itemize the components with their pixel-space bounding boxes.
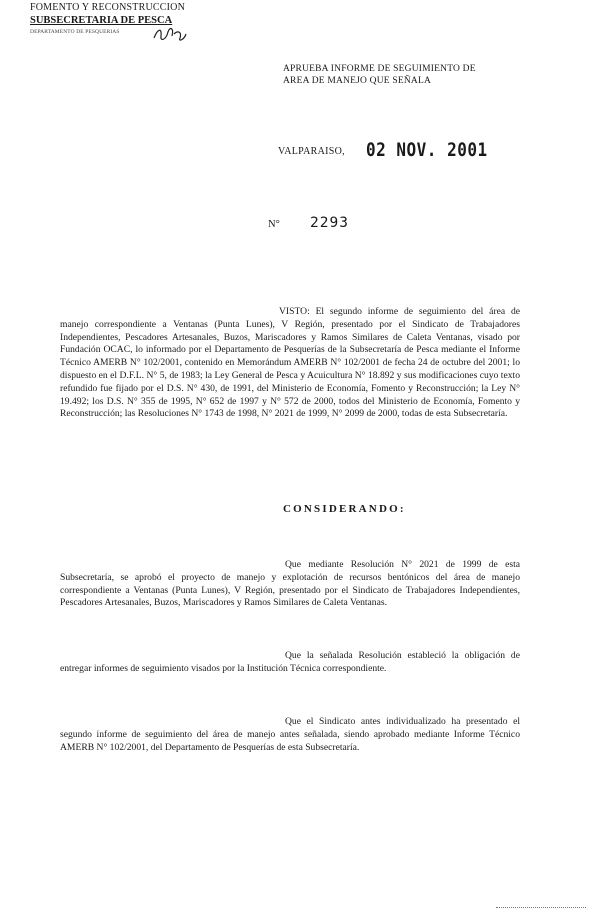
resolution-number [268,215,388,237]
page-footer-mark [496,907,586,914]
visto-paragraph: VISTO: El segundo informe de seguimiento del área de manejo correspondiente a Ventanas (Punta Lunes), V Región, presentado por el Sindicato de Trabajadores Independientes, Pescadores Artesanales, Buzos, Mariscadores y Ramos Similares de Caleta Ventanas, visado por Fundación OCAC, lo informado por el Departamento de Pesquerías de la Subsecretaría de Pesca mediante el Informe Técnico AMERB N° 102/2001, contenido en Memorándum AMERB N° 102/2001 de fecha 24 de octubre del 2001; lo dispuesto en el D.F.L. N° 5, de 1983; la Ley General de Pesca y Acuicultura N° 18.892 y sus modificaciones cuyo texto refundido fue fijado por el D.S. N° 430, de 1991, del Ministerio de Economía, Fomento y Reconstrucción; la Ley N° 19.492; los D.S. N° 355 de 1995, N° 652 de 1997 y N° 572 de 2000, todos del Ministerio de Economía, Fomento y Reconstrucción; las Resoluciones N° 1743 de 1998, N° 2021 de 1999, N° 2099 de 2000, todas de esta Subsecretaría. [60,306,520,420]
subject-block [283,63,503,87]
considerando-paragraph-3: Que el Sindicato antes individualizado ha presentado el segundo informe de seguimiento del área de manejo antes señalada, siendo aprobado mediante Informe Técnico AMERB N° 102/2001, del Departamento de Pesquerías de esta Subsecretaría. [60,716,520,753]
handwritten-initials [152,24,188,44]
letterhead-department: DEPARTAMENTO DE PESQUERIAS [30,29,120,35]
date-row [278,140,518,162]
considerando-heading: CONSIDERANDO: [283,503,406,515]
subject-line-2: AREA DE MANEJO QUE SEÑALA [283,76,432,86]
subject-line-1: APRUEBA INFORME DE SEGUIMIENTO DE [283,64,476,74]
date-stamp: 02 NOV. 2001 [366,138,488,161]
date-city: VALPARAISO, [278,146,345,157]
resolution-number-label: N° [268,219,280,230]
letterhead-agency: SUBSECRETARIA DE PESCA [30,15,173,26]
letterhead-ministry: FOMENTO Y RECONSTRUCCION [30,2,186,13]
letterhead [30,2,200,37]
considerando-paragraph-1: Que mediante Resolución N° 2021 de 1999 de esta Subsecretaría, se aprobó el proyecto de manejo y explotación de recursos bentónicos del área de manejo correspondiente a Ventanas (Punta Lunes), V Región, presentado por el Sindicato de Trabajadores Independientes, Pescadores Artesanales, Buzos, Mariscadores y Ramos Similares de Caleta Ventanas. [60,559,520,609]
resolution-number-value: 2293 [310,215,349,231]
considerando-paragraph-2: Que la señalada Resolución estableció la obligación de entregar informes de seguimiento visados por la Institución Técnica correspondiente. [60,650,520,674]
